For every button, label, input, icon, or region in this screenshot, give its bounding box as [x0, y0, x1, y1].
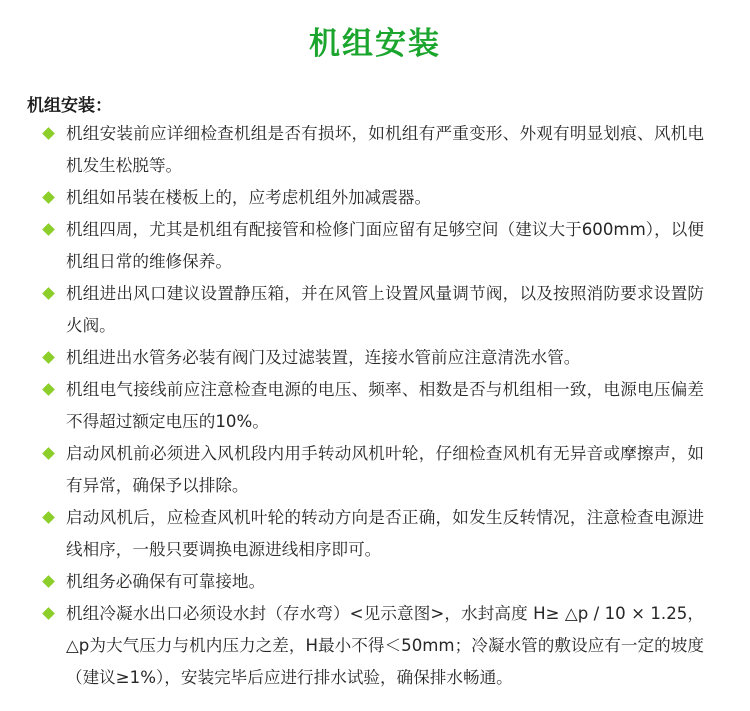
- diamond-bullet-icon: [42, 607, 55, 620]
- list-item: [44, 278, 704, 342]
- diamond-bullet-icon: [42, 383, 55, 396]
- list-item-text: 启动风机前必须进入风机段内用手转动风机叶轮，仔细检查风机有无异音或摩擦声，如有异常，确保予以排除。: [66, 444, 704, 495]
- list-item-text: 机组进出水管务必装有阀门及过滤装置，连接水管前应注意清洗水管。: [66, 348, 581, 367]
- list-item-text: 启动风机后，应检查风机叶轮的转动方向是否正确，如发生反转情况，注意检查电源进线相序，一般只要调换电源进线相序即可。: [66, 508, 704, 559]
- page-title: 机组安装: [309, 26, 441, 62]
- list-item: [44, 502, 704, 566]
- list-item: [44, 438, 704, 502]
- diamond-bullet-icon: [42, 351, 55, 364]
- instruction-list: [44, 118, 704, 694]
- list-item-text: 机组进出风口建议设置静压箱，并在风管上设置风量调节阀，以及按照消防要求设置防火阀。: [66, 284, 704, 335]
- list-item-text: 机组冷凝水出口必须设水封（存水弯）<见示意图>，水封高度 H≥ △p / 10 × 1.25，△p为大气压力与机内压力之差，H最小不得＜50mm；冷凝水管的敷设应有一定的坡度（建议≥1%），安装完毕后应进行排水试验，确保排水畅通。: [66, 604, 704, 687]
- diamond-bullet-icon: [42, 575, 55, 588]
- list-item-text: 机组电气接线前应注意检查电源的电压、频率、相数是否与机组相一致，电源电压偏差不得超过额定电压的10%。: [66, 380, 704, 431]
- list-item: [44, 374, 704, 438]
- list-item-text: 机组四周，尤其是机组有配接管和检修门面应留有足够空间（建议大于600mm），以便机组日常的维修保养。: [66, 220, 704, 271]
- list-item: [44, 566, 704, 598]
- diamond-bullet-icon: [42, 191, 55, 204]
- list-item-text: 机组务必确保有可靠接地。: [66, 572, 266, 591]
- list-item: [44, 214, 704, 278]
- list-item-text: 机组如吊装在楼板上的，应考虑机组外加减震器。: [66, 188, 432, 207]
- list-item: [44, 598, 704, 694]
- list-item: [44, 182, 704, 214]
- list-item-text: 机组安装前应详细检查机组是否有损坏，如机组有严重变形、外观有明显划痕、风机电机发生松脱等。: [66, 124, 704, 175]
- diamond-bullet-icon: [42, 223, 55, 236]
- list-item: [44, 118, 704, 182]
- diamond-bullet-icon: [42, 287, 55, 300]
- section-heading: 机组安装：: [27, 96, 112, 116]
- diamond-bullet-icon: [42, 447, 55, 460]
- diamond-bullet-icon: [42, 511, 55, 524]
- list-item: [44, 342, 704, 374]
- diamond-bullet-icon: [42, 127, 55, 140]
